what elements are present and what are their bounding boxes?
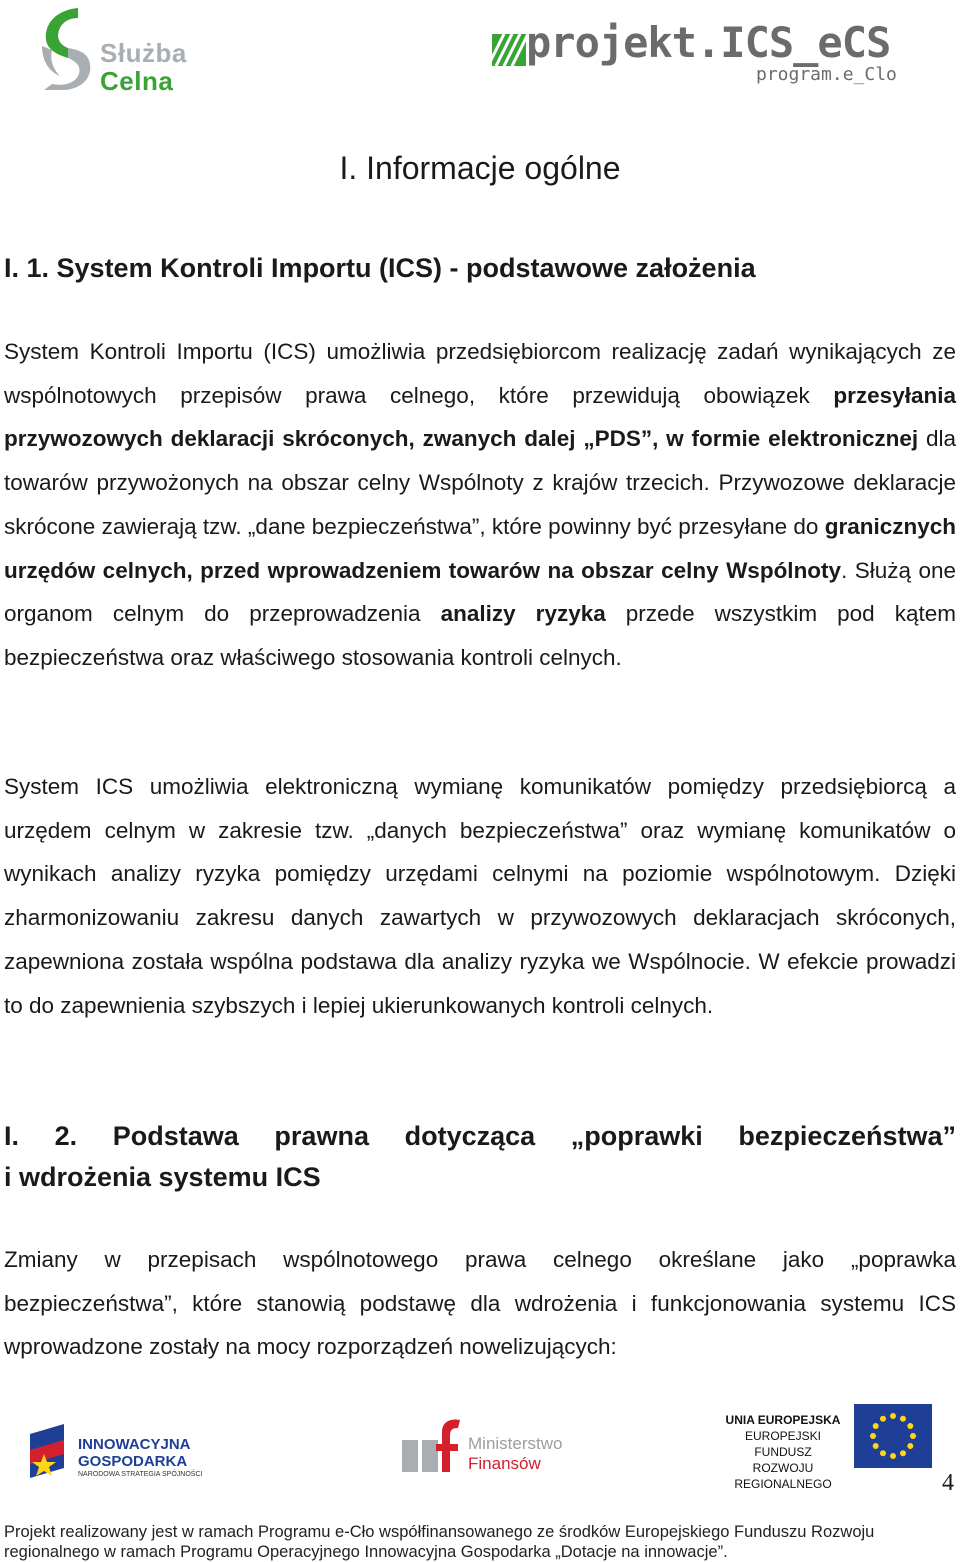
ig-line2: GOSPODARKA	[78, 1453, 188, 1470]
section-2-heading-line1: I. 2. Podstawa prawna dotycząca „poprawki bezpieczeństwa”	[4, 1121, 956, 1151]
projekt-ics-ecs-text: projekt.ICS_eCS	[526, 18, 891, 67]
text-run: . Służą one organom celnym do przeprowadzenia	[4, 557, 956, 627]
ue-line1: UNIA EUROPEJSKA	[725, 1413, 841, 1427]
section-2-heading-line2: i wdrożenia systemu ICS	[4, 1162, 321, 1192]
eu-star-icon	[907, 1423, 913, 1429]
text-run: dla towarów przywożonych na obszar celny Wspólnoty z krajów trzecich. Przywozowe deklaracje skrócone zawierają tzw. „dane bezpieczeństwa”, które powinny być przesyłane do	[4, 426, 956, 539]
eu-star-icon	[880, 1450, 886, 1456]
eu-star-icon	[870, 1433, 876, 1439]
section-1-heading: I. 1. System Kontroli Importu (ICS) - podstawowe założenia	[4, 253, 756, 283]
text-run: przede wszystkim pod kątem bezpieczeństwa oraz właściwego stosowania kontroli celnych.	[4, 601, 956, 670]
ministerstwo-finansow-logo	[400, 1418, 570, 1482]
sluzba-celna-emblem-icon	[38, 6, 98, 90]
mf-emblem-icon	[400, 1418, 462, 1474]
page-number: 4	[942, 1470, 954, 1496]
stripes-icon	[492, 34, 526, 66]
innowacyjna-gospodarka-logo	[30, 1422, 210, 1494]
eu-star-icon	[890, 1453, 896, 1459]
page-title: I. Informacje ogólne	[339, 150, 621, 186]
mf-line2: Finansów	[468, 1454, 541, 1473]
eu-star-icon	[900, 1450, 906, 1456]
sluzba-celna-logo	[38, 6, 198, 96]
eu-star-icon	[890, 1413, 896, 1419]
eu-star-icon	[910, 1433, 916, 1439]
eu-star-icon	[907, 1443, 913, 1449]
section-2-paragraph-1: Zmiany w przepisach wspólnotowego prawa celnego określane jako „poprawka bezpieczeństwa”, które stanowią podstawę dla wdrożenia i funkcjonowania systemu ICS wprowadzone zostały na mocy rozporządzeń nowelizujących:	[4, 1247, 956, 1360]
text-run: System Kontroli Importu (ICS) umożliwia przedsiębiorcom realizację zadań wynikających ze wspólnotowych przepisów prawa celnego, które przewidują obowiązek	[4, 339, 956, 408]
ig-line1: INNOWACYJNA	[78, 1436, 191, 1453]
star-flag-icon	[30, 1424, 74, 1484]
eu-star-icon	[900, 1416, 906, 1422]
footer-note: Projekt realizowany jest w ramach Programu e-Cło współfinansowanego ze środków Europejskiego Funduszu Rozwoju regionalnego w ramach Programu Operacyjnego Innowacyjna Gospodarka „Dotacje na innowacje”.	[4, 1523, 875, 1561]
text-run-bold: przesyłania przywozowych deklaracji skróconych, zwanych dalej „PDS”, w formie elektronicznej	[4, 382, 956, 452]
ue-line2: EUROPEJSKI FUNDUSZ	[744, 1429, 822, 1459]
text-run-bold: granicznych urzędów celnych, przed wprowadzeniem towarów na obszar celny Wspólnoty	[4, 513, 956, 583]
projekt-ics-ecs-logo	[490, 8, 910, 88]
mf-line1: Ministerstwo	[468, 1434, 563, 1453]
sluzba-celna-line2: Celna	[100, 66, 174, 96]
section-1-paragraph-1	[4, 330, 956, 680]
eu-star-icon	[873, 1423, 879, 1429]
sluzba-celna-line1: Służba	[100, 38, 187, 68]
ue-line3: ROZWOJU REGIONALNEGO	[734, 1461, 832, 1491]
program-e-clo-text: program.e_Clo	[756, 64, 897, 85]
eu-star-icon	[880, 1416, 886, 1422]
eu-star-icon	[873, 1443, 879, 1449]
section-1-paragraph-2: System ICS umożliwia elektroniczną wymianę komunikatów pomiędzy przedsiębiorcą a urzędem celnym w zakresie tzw. „danych bezpieczeństwa” oraz wymianę komunikatów o wynikach analizy ryzyka pomiędzy urzędami celnymi na poziomie wspólnotowym. Dzięki zharmonizowaniu zakresu danych zawartych w przywozowych deklaracjach skróconych, zapewniona została wspólna podstawa dla analizy ryzyka we Wspólnocie. W efekcie prowadzi to do zapewnienia szybszych i lepiej ukierunkowanych kontroli celnych.	[4, 774, 956, 1018]
eu-flag-icon	[854, 1404, 932, 1468]
unia-europejska-logo	[716, 1404, 934, 1491]
ig-line3: NARODOWA STRATEGIA SPÓJNOŚCI	[78, 1471, 203, 1478]
text-run-bold: analizy ryzyka	[440, 601, 606, 627]
